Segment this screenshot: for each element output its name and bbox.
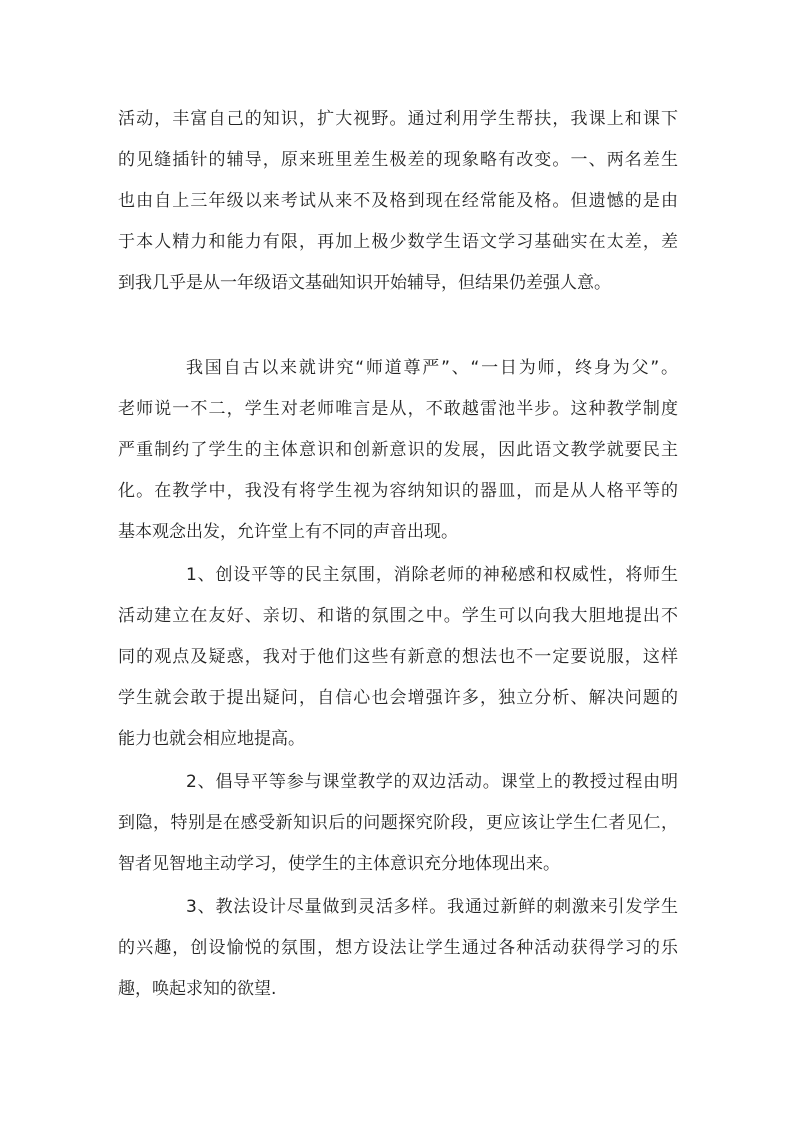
paragraph-5-line-3: 趣，唤起求知的欲望. — [118, 979, 277, 999]
paragraph-1-line-3: 也由自上三年级以来考试从来不及格到现在经常能及格。但遗憾的是由 — [118, 191, 678, 211]
paragraph-1-line-4: 于本人精力和能力有限，再加上极少数学生语文学习基础实在太差，差 — [118, 232, 678, 252]
paragraph-4-line-3: 智者见智地主动学习，使学生的主体意识充分地体现出来。 — [118, 854, 560, 874]
paragraph-4-line-2: 到隐，特别是在感受新知识后的问题探究阶段，更应该让学生仁者见仁， — [118, 813, 678, 833]
paragraph-3-line-5: 能力也就会相应地提高。 — [118, 729, 305, 749]
paragraph-5-line-1: 3、教法设计尽量做到灵活多样。我通过新鲜的刺激来引发学生 — [186, 897, 678, 917]
paragraph-5-line-2: 的兴趣，创设愉悦的氛围，想方设法让学生通过各种活动获得学习的乐 — [118, 938, 678, 958]
paragraph-2-line-2: 老师说一不二，学生对老师唯言是从，不敢越雷池半步。这种教学制度 — [118, 399, 678, 419]
paragraph-2-line-1: 我国自古以来就讲究“师道尊严”、“一日为师，终身为父”。 — [186, 358, 678, 378]
paragraph-1-line-1: 活动，丰富自己的知识，扩大视野。通过利用学生帮扶，我课上和课下 — [118, 109, 678, 129]
paragraph-3-line-2: 活动建立在友好、亲切、和谐的氛围之中。学生可以向我大胆地提出不 — [118, 606, 678, 626]
paragraph-2-line-4: 化。在教学中，我没有将学生视为容纳知识的器皿，而是从人格平等的 — [118, 481, 678, 501]
paragraph-2-line-5: 基本观念出发，允许堂上有不同的声音出现。 — [118, 522, 458, 542]
paragraph-3-line-4: 学生就会敢于提出疑问，自信心也会增强许多，独立分析、解决问题的 — [118, 688, 678, 708]
paragraph-4-line-1: 2、倡导平等参与课堂教学的双边活动。课堂上的教授过程由明 — [186, 772, 678, 792]
paragraph-3-line-1: 1、创设平等的民主氛围，消除老师的神秘感和权威性，将师生 — [186, 565, 678, 585]
paragraph-2-line-3: 严重制约了学生的主体意识和创新意识的发展，因此语文教学就要民主 — [118, 440, 678, 460]
paragraph-1-line-5: 到我几乎是从一年级语文基础知识开始辅导，但结果仍差强人意。 — [118, 273, 611, 293]
paragraph-3-line-3: 同的观点及疑惑，我对于他们这些有新意的想法也不一定要说服，这样 — [118, 647, 678, 667]
paragraph-1-line-2: 的见缝插针的辅导，原来班里差生极差的现象略有改变。一、两名差生 — [118, 150, 678, 170]
